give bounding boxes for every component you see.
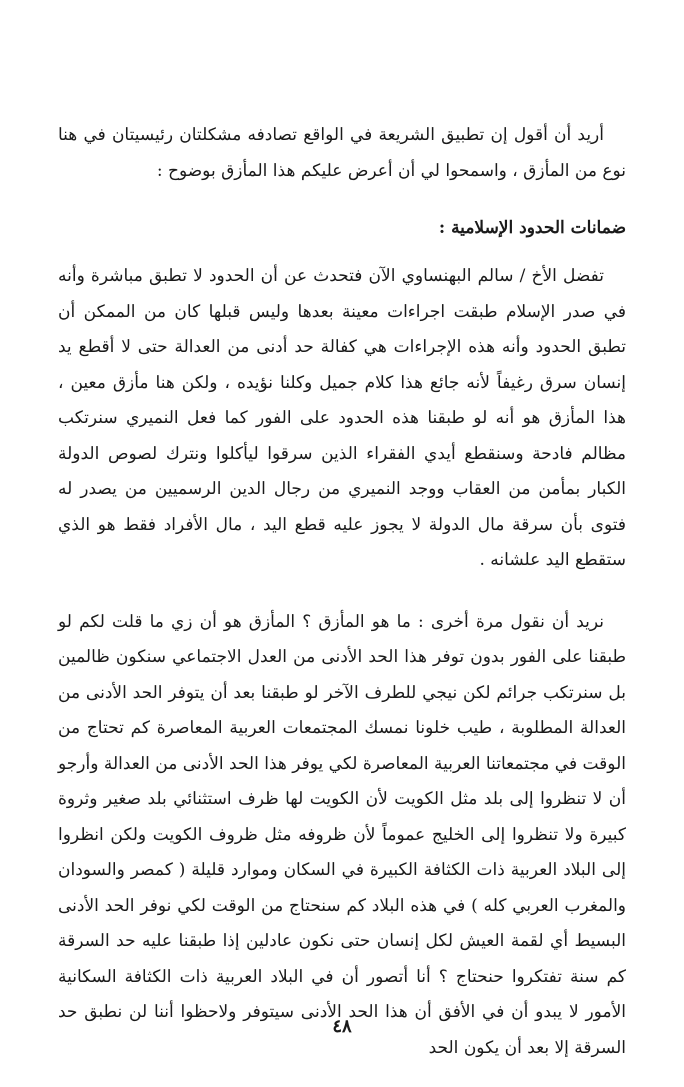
body-paragraph: نريد أن نقول مرة أخرى : ما هو المأزق ؟ المأزق هو أن زي ما قلت لكم لو طبقنا على الفور بدون توفر هذا الحد الأدنى من العدل الاجتماعي سنكون ظالمين بل سنرتكب جرائم لكن نيجي للطرف الآخر لو طبقنا بعد أن يتوفر الحد الأدنى من العدالة المطلوبة ، طيب خلونا نمسك المجتمعات العربية المعاصرة كم تحتاج من الوقت في مجتمعاتنا العربية المعاصرة لكي يوفر هذا الحد الأدنى من العدالة وأرجو أن لا تنظروا إلى بلد مثل الكويت لأن الكويت لها ظرف استثنائي بلد صغير وثروة كبيرة ولا تنظروا إلى الخليج عموماً لأن ظروفه مثل ظروف الكويت ولكن انظروا إلى البلاد العربية ذات الكثافة الكبيرة في السكان وموارد قليلة ( كمصر والسودان والمغرب العربي كله ) في هذه البلاد كم سنحتاج من الوقت لكي نوفر الحد الأدنى البسيط أي لقمة العيش لكل إنسان حتى نكون عادلين إذا طبقنا عليه حد السرقة كم سنة تفتكروا حنحتاج ؟ أنا أتصور أن في البلاد العربية ذات الكثافة السكانية الأمور لا يبدو أن في الأفق أن هذا الحد الأدنى سيتوفر ولاحظوا أننا لن نطبق حد السرقة إلا بعد أن يكون الحد xyxy=(58,611,626,1058)
body-paragraph: تفضل الأخ / سالم البهنساوي الآن فتحدث عن أن الحدود لا تطبق مباشرة وأنه في صدر الإسلام طبقت اجراءات معينة بعدها وليس قبلها كان من الممكن أن تطبق الحدود وأنه هذه الإجراءات هي كفالة حد أدنى من العدالة حتى لا أقطع يد إنسان سرق رغيفاً لأنه جائع هذا كلام جميل وكلنا نؤيده ، ولكن هنا مأزق معين ، هذا المأزق هو أنه لو طبقنا هذه الحدود على الفور كما فعل النميري سنرتكب مظالم فادحة وسنقطع أيدي الفقراء الذين سرقوا ليأكلوا ونترك لصوص الدولة الكبار بمأمن من العقاب ووجد النميري من رجال الدين الرسميين من يصدر له فتوى بأن سرقة مال الدولة لا يجوز عليه قطع اليد ، مال الأفراد فقط هو الذي ستقطع اليد علشانه . xyxy=(58,266,626,570)
intro-paragraph: أريد أن أقول إن تطبيق الشريعة في الواقع تصادفه مشكلتان رئيسيتان في هنا نوع من المأزق ، واسمحوا لي أن أعرض عليكم هذا المأزق بوضوح : xyxy=(58,125,626,181)
section-heading: ضمانات الحدود الإسلامية : xyxy=(438,218,626,238)
page-body xyxy=(58,118,626,1066)
page-number: ٤٨ xyxy=(332,1016,352,1037)
